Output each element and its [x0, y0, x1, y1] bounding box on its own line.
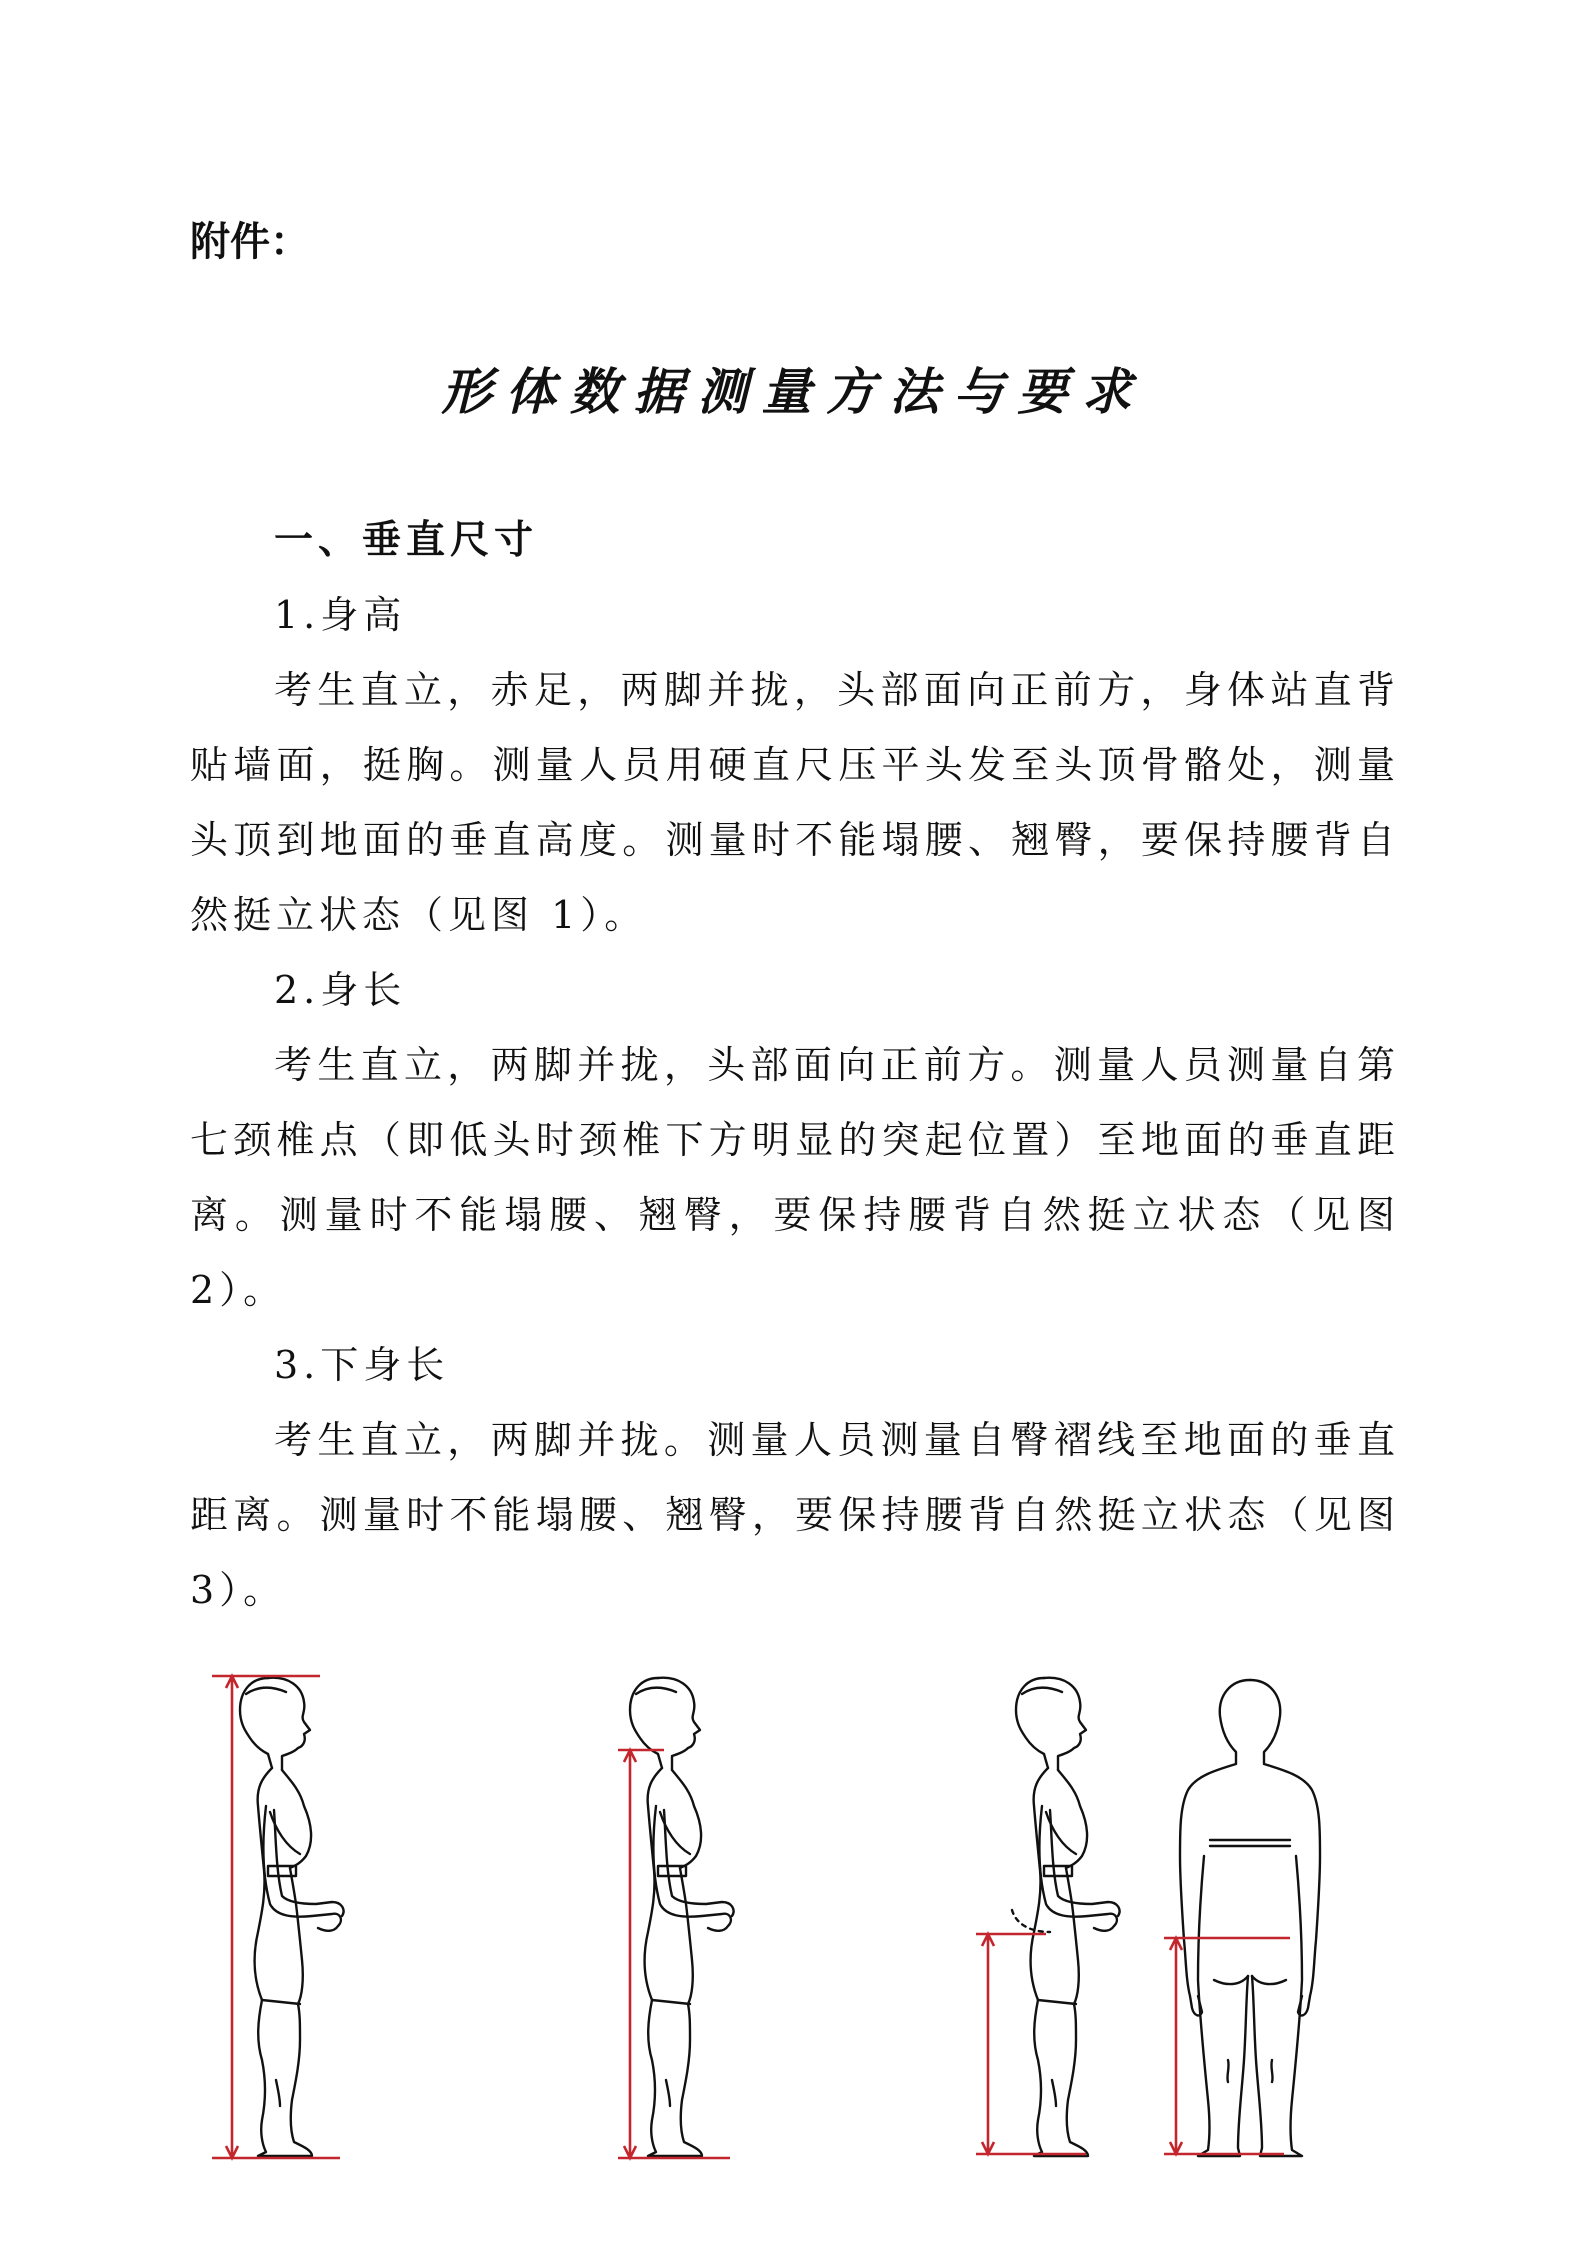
- figure-3-lower-length-side: [976, 1678, 1120, 2156]
- figure-2-body-length: [618, 1678, 734, 2158]
- paragraph-lower-length: 考生直立，两脚并拢。测量人员测量自臀褶线至地面的垂直距离。测量时不能塌腰、翘臀，要保持腰背自然挺立状态（见图 3）。: [190, 1418, 1400, 1612]
- paragraph-body-length: 考生直立，两脚并拢，头部面向正前方。测量人员测量自第七颈椎点（即低头时颈椎下方明显的突起位置）至地面的垂直距离。测量时不能塌腰、翘臀，要保持腰背自然挺立状态（见图 2）。: [190, 1043, 1400, 1312]
- figure-1-height: [212, 1676, 344, 2158]
- paragraph-height: 考生直立，赤足，两脚并拢，头部面向正前方，身体站直背贴墙面，挺胸。测量人员用硬直尺压平头发至头顶骨骼处，测量头顶到地面的垂直高度。测量时不能塌腰、翘臀，要保持腰背自然挺立状态（见图 1）。: [190, 668, 1400, 937]
- section-heading: 一、垂直尺寸: [274, 518, 539, 563]
- subsection-heading-lower-length: 3.下身长: [274, 1343, 450, 1387]
- measurement-figures: [0, 1620, 1587, 2180]
- attachment-label: 附件：: [190, 219, 310, 265]
- document-body: [190, 503, 1400, 1628]
- subsection-heading-height: 1.身高: [274, 593, 407, 637]
- figure-4-lower-length-back: [1164, 1680, 1320, 2156]
- subsection-heading-body-length: 2.身长: [274, 968, 407, 1012]
- figures-svg: [0, 1620, 1587, 2180]
- document-title: 形体数据测量方法与要求: [441, 362, 1146, 421]
